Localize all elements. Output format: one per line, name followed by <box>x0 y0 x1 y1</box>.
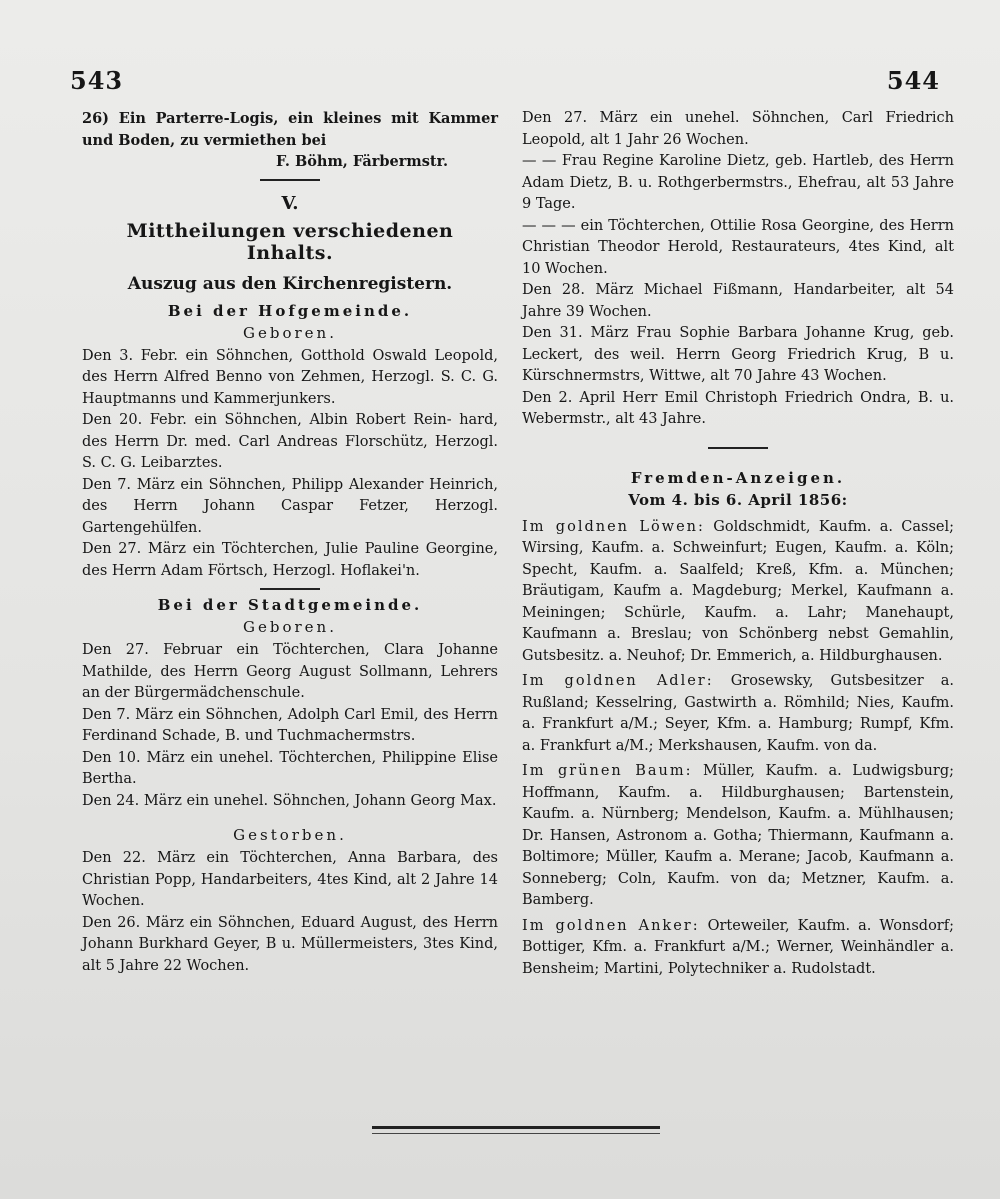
fremden-anzeigen-heading: Fremden-Anzeigen. <box>630 468 846 487</box>
record-entry: Den 27. März ein Töchterchen, Julie Pauline Georgine, des Herrn Adam Förtsch, Herzogl. Hoflakei'n. <box>82 541 498 579</box>
hotel-entry: Im goldnen Löwen: Goldschmidt, Kaufm. a. Cassel; Wirsing, Kaufm. a. Schweinfurt; Eugen, Kaufm. a. Köln; Specht, Kaufm. a. Saalfeld; Kreß, Kfm. a. München; Bräutigam, Kaufm a. Magdeburg; Merkel, Kaufmann a. Meiningen; Schürle, Kaufm. a. Lahr; Manehaupt, Kaufmann a. Breslau; von Schönberg nebst Gemahlin, Gutsbesitz. a. Neuhof; Dr. Emmerich, a. Hildburghausen. <box>522 518 954 664</box>
record-entry: — — — ein Töchterchen, Ottilie Rosa Georgine, des Herrn Christian Theodor Herold, Restaurateurs, 4tes Kind, alt 10 Wochen. <box>522 217 954 277</box>
advertisement-26: 26) Ein Parterre-Logis, ein kleines mit Kammer und Boden, zu vermiethen bei <box>82 110 498 149</box>
divider <box>260 179 320 181</box>
geboren-heading-hof: Geboren. <box>243 323 337 342</box>
hotel-name: Im goldnen Adler: <box>522 673 714 689</box>
divider <box>260 588 320 590</box>
record-entry: Den 27. März ein unehel. Söhnchen, Carl Friedrich Leopold, alt 1 Jahr 26 Wochen. <box>522 110 954 148</box>
stadt-entries <box>82 640 498 812</box>
hotel-list <box>522 517 954 981</box>
stadtgemeinde-heading: Bei der Stadtgemeinde. <box>157 596 423 614</box>
record-entry: Den 10. März ein unehel. Töchterchen, Philippine Elise Bertha. <box>82 749 499 787</box>
right-entries <box>522 108 954 431</box>
page-number-left: 543 <box>70 66 124 95</box>
gestorben-entries <box>82 848 498 977</box>
hotel-name: Im grünen Baum: <box>522 763 693 779</box>
record-entry: — — Frau Regine Karoline Dietz, geb. Hartleb, des Herrn Adam Dietz, B. u. Rothgerbermstrs., Ehefrau, alt 53 Jahre 9 Tage. <box>522 153 954 212</box>
divider <box>708 447 768 449</box>
hotel-entry: Im goldnen Anker: Orteweiler, Kaufm. a. Wonsdorf; Bottiger, Kfm. a. Frankfurt a/M.; Werner, Weinhändler a. Bensheim; Martini, Polytechniker a. Rudolstadt. <box>522 917 954 977</box>
hotel-entry: Im grünen Baum: Müller, Kaufm. a. Ludwigsburg; Hoffmann, Kaufm. a. Hildburghausen; Bartenstein, Kaufm. a. Nürnberg; Mendelson, Kaufm. a. Mühlhausen; Dr. Hansen, Astronom a. Gotha; Thiermann, Kaufmann a. Boltimore; Müller, Kaufm a. Merane; Jacob, Kaufmann a. Sonneberg; Coln, Kaufm. von da; Metzner, Kaufm. a. Bamberg. <box>522 763 954 908</box>
gestorben-heading: Gestorben. <box>233 826 347 844</box>
left-column <box>82 108 498 977</box>
record-entry: Den 31. März Frau Sophie Barbara Johanne Krug, geb. Leckert, des weil. Herrn Georg Friedrich Krug, B u. Kürschnermstrs, Wittwe, alt 70 Jahre 43 Wochen. <box>522 325 955 384</box>
record-entry: Den 26. März ein Söhnchen, Eduard August, des Herrn Johann Burkhard Geyer, B u. Müllermeisters, 3tes Kind, alt 5 Jahre 22 Wochen. <box>82 914 498 974</box>
advertisement-signature: F. Böhm, Färbermstr. <box>276 153 448 170</box>
record-entry: Den 7. März ein Söhnchen, Philipp Alexander Heinrich, des Herrn Johann Caspar Fetzer, Herzogl. Gartengehülfen. <box>82 476 499 536</box>
record-entry: Den 28. März Michael Fißmann, Handarbeiter, alt 54 Jahre 39 Wochen. <box>522 282 955 320</box>
sub-title: Auszug aus den Kirchenregistern. <box>127 273 453 294</box>
hotel-name: Im goldnen Anker: <box>522 917 700 934</box>
right-column <box>522 108 954 980</box>
hotel-name: Im goldnen Löwen: <box>522 518 705 535</box>
record-entry: Den 22. März ein Töchterchen, Anna Barbara, des Christian Popp, Handarbeiters, 4tes Kind, alt 2 Jahre 14 Wochen. <box>82 850 498 909</box>
hotel-entry: Im goldnen Adler: Grosewsky, Gutsbesitzer a. Rußland; Kesselring, Gastwirth a. Römhild; Nies, Kaufm. a. Frankfurt a/M.; Seyer, Kfm. a. Hamburg; Rumpf, Kfm. a. Frankfurt a/M.; Merkshausen, Kaufm. von da. <box>522 673 954 754</box>
date-range: Vom 4. bis 6. April 1856: <box>628 490 848 509</box>
record-entry: Den 7. März ein Söhnchen, Adolph Carl Emil, des Herrn Ferdinand Schade, B. und Tuchmachermstrs. <box>82 706 499 744</box>
section-title: Mittheilungen verschiedenen Inhalts. <box>126 219 454 264</box>
record-entry: Den 27. Februar ein Töchterchen, Clara Johanne Mathilde, des Herrn Georg August Sollmann, Lehrers an der Bürgermädchenschule. <box>82 642 498 701</box>
geboren-heading-stadt: Geboren. <box>243 618 337 636</box>
hof-entries <box>82 346 498 583</box>
record-entry: Den 20. Febr. ein Söhnchen, Albin Robert Rein- hard, des Herrn Dr. med. Carl Andreas Florschütz, Herzogl. S. C. G. Leibarztes. <box>82 412 499 471</box>
record-entry: Den 2. April Herr Emil Christoph Friedrich Ondra, B. u. Webermstr., alt 43 Jahre. <box>522 389 955 427</box>
section-numeral: V. <box>281 192 299 214</box>
closing-rule-thin <box>372 1133 660 1134</box>
page-number-right: 544 <box>886 66 940 95</box>
record-entry: Den 24. März ein unehel. Söhnchen, Johann Georg Max. <box>82 792 497 809</box>
closing-rule <box>372 1126 660 1129</box>
record-entry: Den 3. Febr. ein Söhnchen, Gotthold Oswald Leopold, des Herrn Alfred Benno von Zehmen, Herzogl. S. C. G. Hauptmanns und Kammerjunkers. <box>82 347 498 407</box>
hofgemeinde-heading: Bei der Hofgemeinde. <box>167 301 413 320</box>
